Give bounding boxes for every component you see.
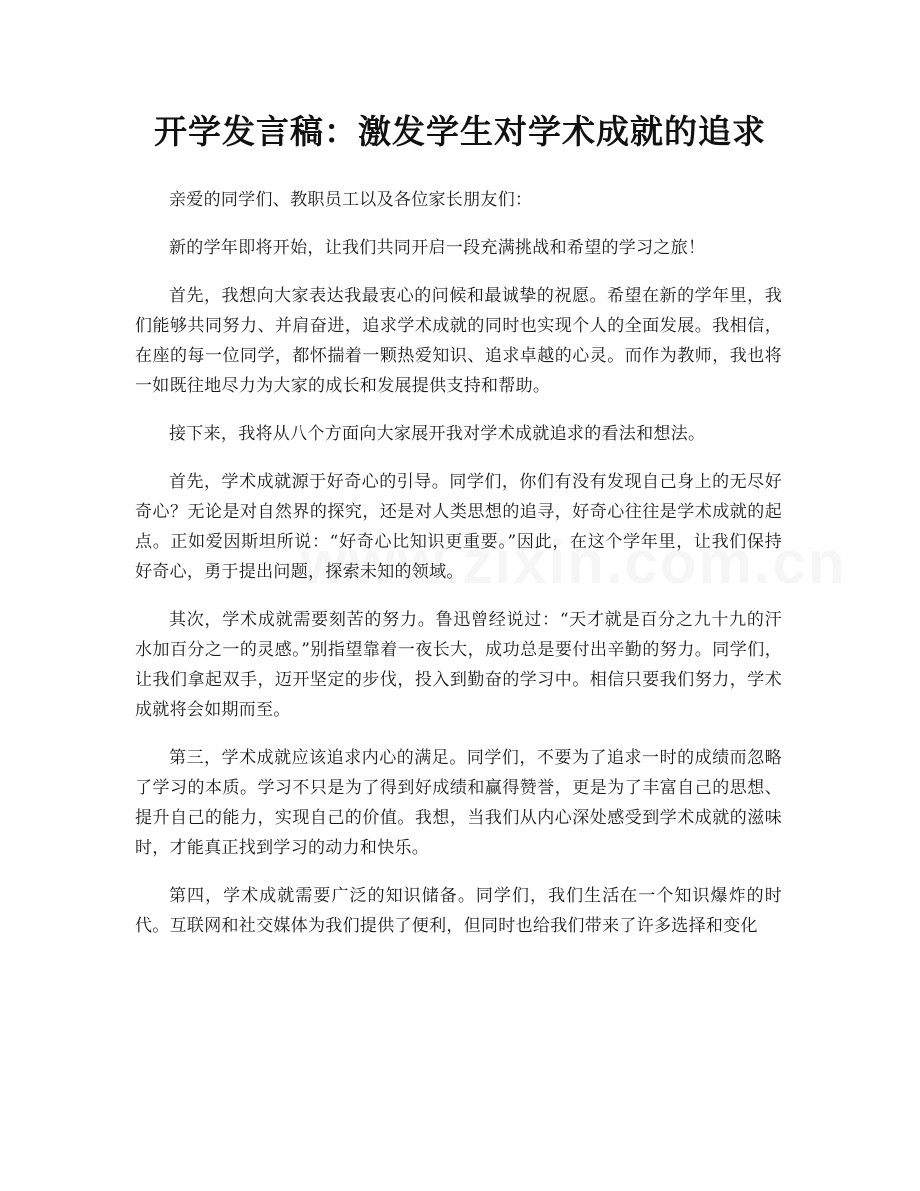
document-title: 开学发言稿：激发学生对学术成就的追求 — [154, 112, 766, 151]
paragraph-satisfaction: 第三，学术成就应该追求内心的满足。同学们，不要为了追求一时的成绩而忽略了学习的本质。学习不只是为了得到好成绩和赢得赞誉，更是为了丰富自己的思想、提升自己的能力，实现自己的价值。我想，当我们从内心深处感受到学术成就的滋味时，才能真正找到学习的动力和快乐。 — [135, 748, 782, 858]
paragraph-curiosity: 首先，学术成就源于好奇心的引导。同学们，你们有没有发现自己身上的无尽好奇心？无论是对自然界的探究，还是对人类思想的追寻，好奇心往往是学术成就的起点。正如爱因斯坦所说：“好奇心比知识更重要。”因此，在这个学年里，让我们保持好奇心，勇于提出问题，探索未知的领域。 — [135, 472, 782, 582]
paragraph-effort: 其次，学术成就需要刻苦的努力。鲁迅曾经说过：“天才就是百分之九十九的汗水加百分之一的灵感。”别指望靠着一夜长大，成功总是要付出辛勤的努力。同学们，让我们拿起双手，迈开坚定的步伐，投入到勤奋的学习中。相信只要我们努力，学术成就将会如期而至。 — [135, 610, 782, 720]
paragraph-outline: 接下来，我将从八个方面向大家展开我对学术成就追求的看法和想法。 — [169, 424, 706, 444]
paragraph-wishes: 首先，我想向大家表达我最衷心的问候和最诚挚的祝愿。希望在新的学年里，我们能够共同努力、并肩奋进，追求学术成就的同时也实现个人的全面发展。我相信，在座的每一位同学，都怀揣着一颗热爱知识、追求卓越的心灵。而作为教师，我也将一如既往地尽力为大家的成长和发展提供支持和帮助。 — [135, 286, 782, 396]
paragraph-greeting: 亲爱的同学们、教职员工以及各位家长朋友们： — [169, 190, 533, 210]
document-body — [135, 185, 782, 959]
paragraph-knowledge: 第四，学术成就需要广泛的知识储备。同学们，我们生活在一个知识爆炸的时代。互联网和社交媒体为我们提供了便利，但同时也给我们带来了许多选择和变化 — [135, 886, 782, 936]
paragraph-opening: 新的学年即将开始，让我们共同开启一段充满挑战和希望的学习之旅！ — [169, 238, 706, 258]
